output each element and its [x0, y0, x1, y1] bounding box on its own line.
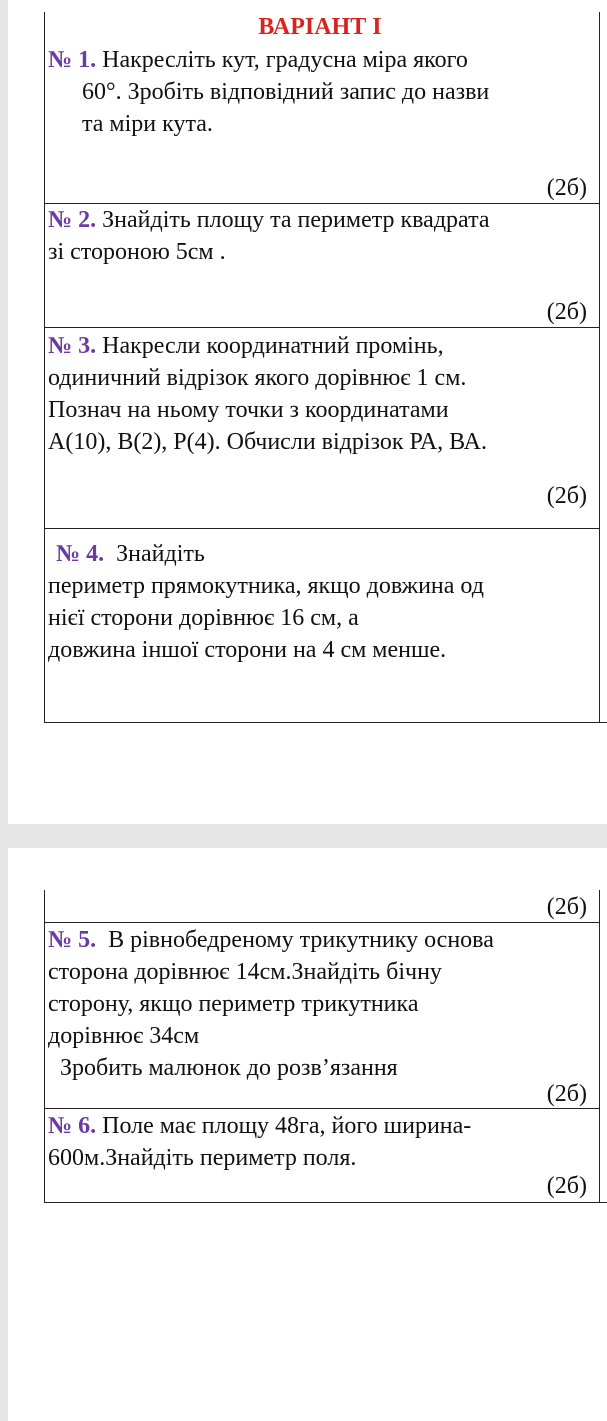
task-3	[48, 330, 578, 458]
task-text-line: довжина іншої сторони на 4 см менше.	[48, 637, 447, 663]
task-text-line: Познач на ньому точки з координатами	[48, 397, 449, 423]
task-number: № 5.	[48, 927, 97, 953]
task-text-line: та міри кута.	[82, 111, 213, 137]
table-right-border	[599, 12, 600, 722]
divider	[44, 1108, 599, 1109]
task-number: № 3.	[48, 333, 97, 359]
task-text-line: А(10), В(2), Р(4). Обчисли відрізок РА, ВА.	[48, 429, 487, 455]
task-text-line: дорівнює 34см	[48, 1023, 200, 1049]
task-4	[48, 538, 588, 666]
task-2	[48, 204, 578, 268]
task-text-line: Накресли координатний промінь,	[102, 333, 444, 359]
divider	[44, 922, 599, 923]
task-text-line: сторону, якщо периметр трикутника	[48, 991, 419, 1017]
task-text-line: Накресліть кут, градусна міра якого	[102, 47, 468, 73]
table-left-border	[44, 890, 45, 1202]
task-number: № 4.	[56, 541, 105, 567]
task-text-line: Знайдіть площу та периметр квадрата	[102, 207, 490, 233]
task-3-score: (2б)	[546, 483, 587, 509]
task-6-score: (2б)	[546, 1173, 587, 1199]
task-6	[48, 1110, 578, 1174]
task-number: № 6.	[48, 1113, 97, 1139]
task-text-line: В рівнобедреному трикутнику основа	[108, 927, 494, 953]
task-5-score: (2б)	[546, 1081, 587, 1107]
task-4-score: (2б)	[546, 894, 587, 920]
task-text-line: Поле має площу 48га, його ширина-	[102, 1113, 472, 1139]
task-text-line: Зробить малюнок до розв’язання	[60, 1055, 398, 1081]
task-1-score: (2б)	[546, 175, 587, 201]
task-text-line: Знайдіть	[116, 541, 205, 567]
task-1	[48, 44, 578, 140]
task-text-line: периметр прямокутника, якщо довжина од	[48, 573, 484, 599]
task-number: № 1.	[48, 47, 97, 73]
task-text-line: одиничний відрізок якого дорівнює 1 см.	[48, 365, 467, 391]
table-right-border	[599, 890, 600, 1202]
task-number: № 2.	[48, 207, 97, 233]
table-left-border	[44, 12, 45, 722]
task-5	[48, 924, 578, 1084]
task-2-score: (2б)	[546, 299, 587, 325]
divider	[44, 327, 599, 328]
table-bottom-border	[44, 722, 607, 723]
task-text-line: сторона дорівнює 14см.Знайдіть бічну	[48, 959, 442, 985]
divider	[44, 528, 599, 529]
task-text-line: 60°. Зробіть відповідний запис до назви	[82, 79, 490, 105]
task-text-line: нієї сторони дорівнює 16 см, а	[48, 605, 359, 631]
table-bottom-border	[44, 1202, 607, 1203]
variant-title: ВАРІАНТ І	[258, 14, 382, 40]
task-text-line: 600м.Знайдіть периметр поля.	[48, 1145, 357, 1171]
task-text-line: зі стороною 5см .	[48, 239, 226, 265]
